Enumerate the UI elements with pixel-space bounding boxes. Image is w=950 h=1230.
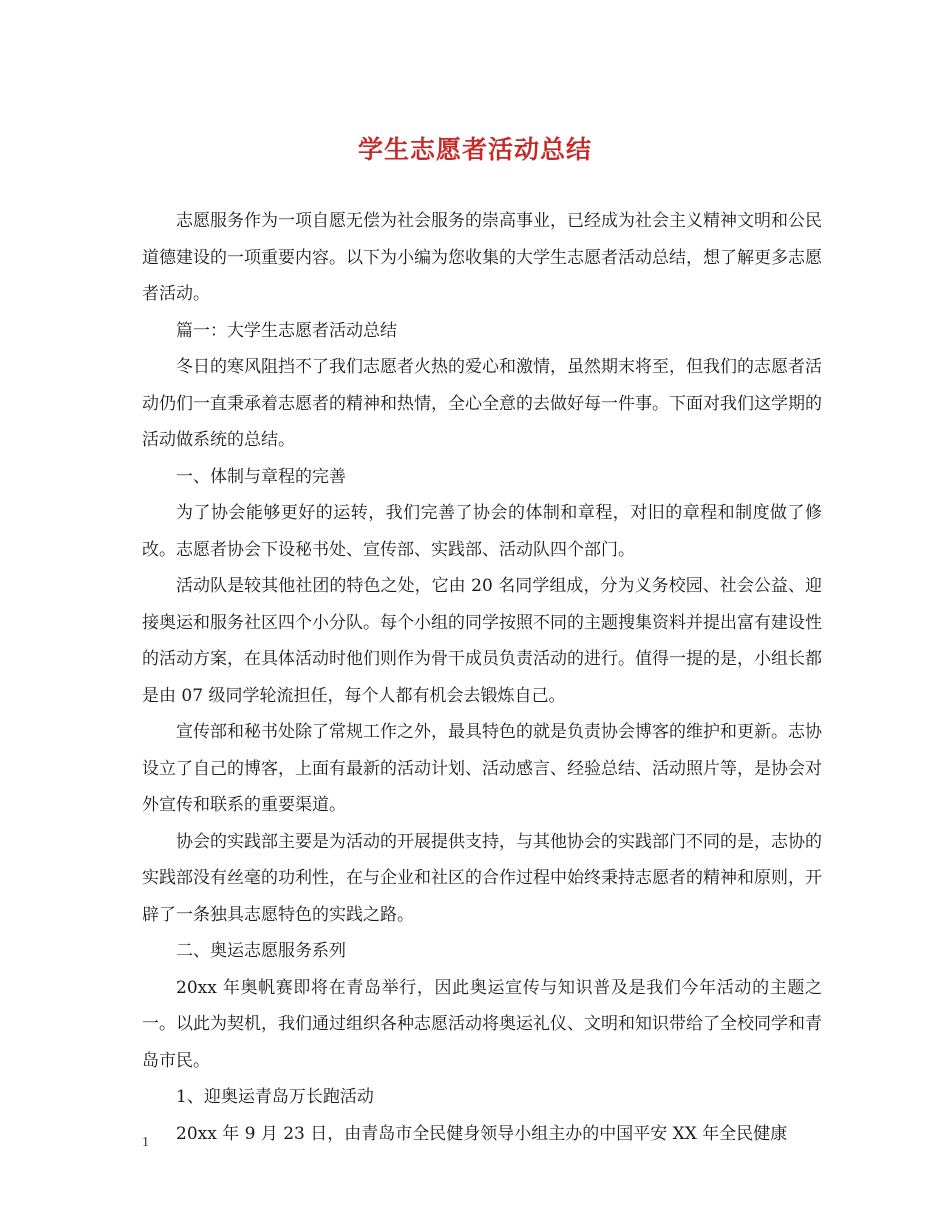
paragraph: 协会的实践部主要是为活动的开展提供支持，与其他协会的实践部门不同的是，志协的实践部没有丝毫的功利性，在与企业和社区的合作过程中始终秉持志愿者的精神和原则，开辟了一条独具志愿特色的实践之路。 — [142, 831, 822, 925]
subsection-heading: 1、迎奥运青岛万长跑活动 — [176, 1087, 374, 1107]
paragraph: 20xx 年 9 月 23 日，由青岛市全民健身领导小组主办的中国平安 XX 年全民健康 — [176, 1123, 788, 1144]
section-heading: 二、奥运志愿服务系列 — [176, 941, 346, 961]
document-title: 学生志愿者活动总结 — [357, 135, 592, 164]
paragraph: 为了协会能够更好的运转，我们完善了协会的体制和章程，对旧的章程和制度做了修改。志愿者协会下设秘书处、宣传部、实践部、活动队四个部门。 — [142, 503, 822, 560]
paragraph: 冬日的寒风阻挡不了我们志愿者火热的爱心和激情，虽然期末将至，但我们的志愿者活动仍们一直秉承着志愿者的精神和热情，全心全意的去做好每一件事。下面对我们这学期的活动做系统的总结。 — [142, 357, 822, 450]
paragraph: 活动队是较其他社团的特色之处，它由 20 名同学组成，分为义务校园、社会公益、迎接奥运和服务社区四个小分队。每个小组的同学按照不同的主题搜集资料并提出富有建设性的活动方案，在具体活动时他们则作为骨干成员负责活动的进行。值得一提的是，小组长都是由 07 级同学轮流担任，每个人都有机会去锻炼自己。 — [142, 576, 822, 706]
page-number: 1 — [142, 1135, 149, 1150]
paragraph: 20xx 年奥帆赛即将在青岛举行，因此奥运宣传与知识普及是我们今年活动的主题之一。以此为契机，我们通过组织各种志愿活动将奥运礼仪、文明和知识带给了全校同学和青岛市民。 — [142, 977, 822, 1071]
paragraph: 宣传部和秘书处除了常规工作之外，最具特色的就是负责协会博客的维护和更新。志协设立了自己的博客，上面有最新的活动计划、活动感言、经验总结、活动照片等，是协会对外宣传和联系的重要渠道。 — [142, 722, 822, 815]
paragraph: 志愿服务作为一项自愿无偿为社会服务的崇高事业，已经成为社会主义精神文明和公民道德建设的一项重要内容。以下为小编为您收集的大学生志愿者活动总结，想了解更多志愿者活动。 — [142, 211, 822, 304]
document-body — [142, 203, 822, 1152]
section-heading: 一、体制与章程的完善 — [176, 466, 346, 487]
section-heading: 篇一：大学生志愿者活动总结 — [176, 320, 397, 341]
